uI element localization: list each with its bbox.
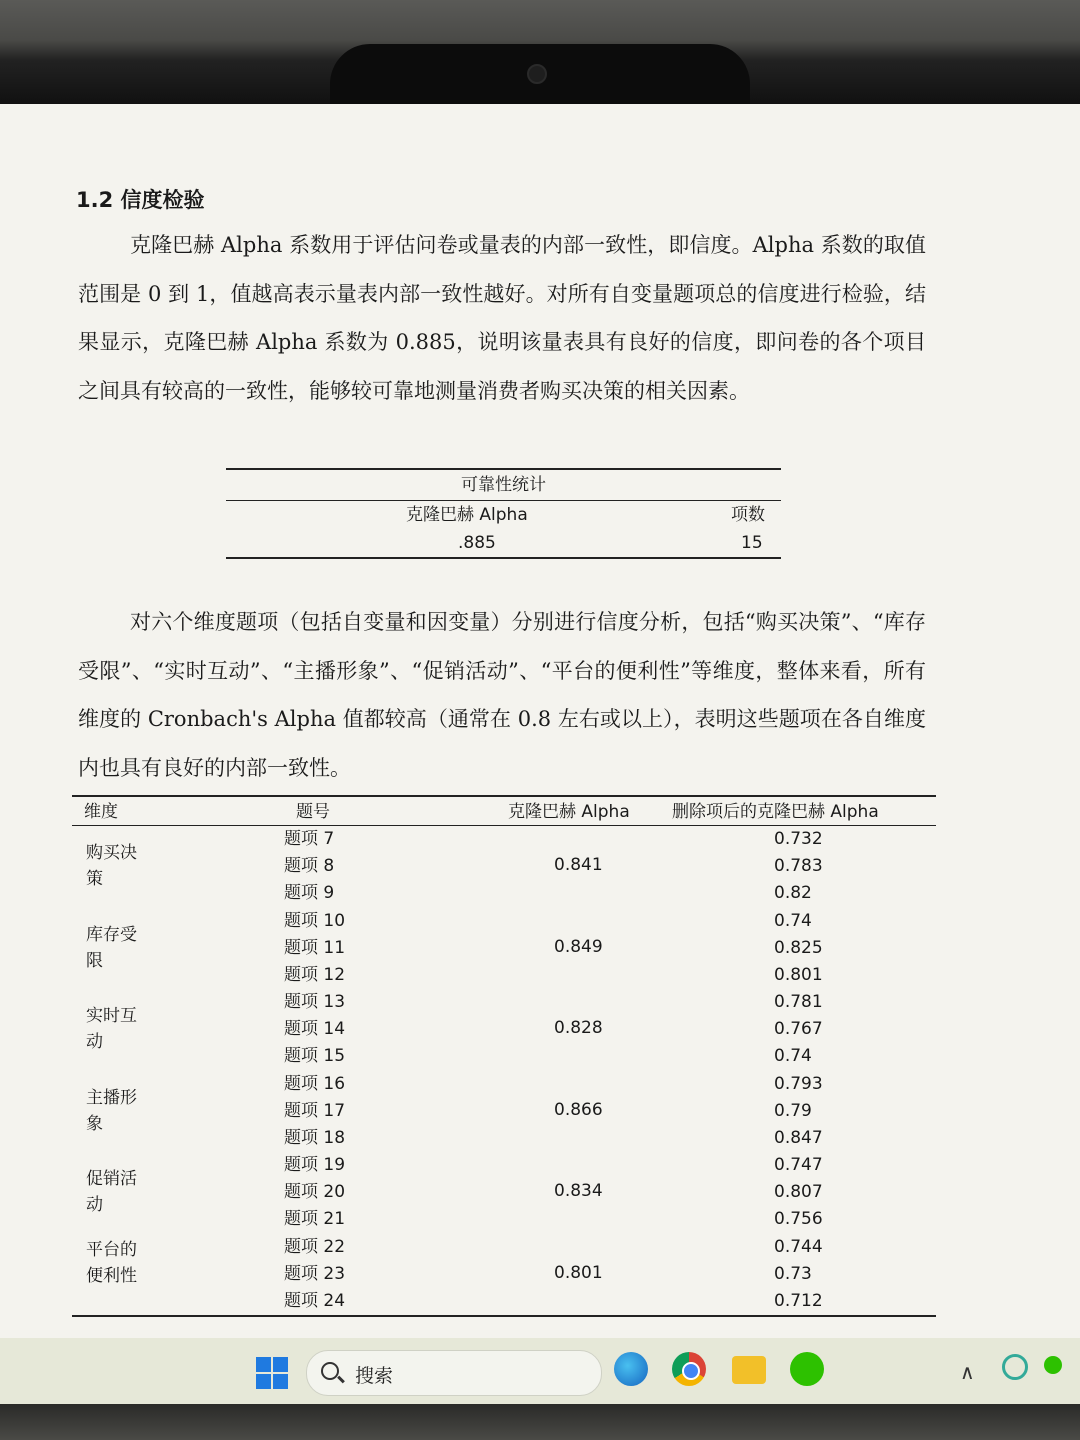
chevron-up-icon[interactable]: ∧: [960, 1360, 975, 1384]
header-alpha: 克隆巴赫 Alpha: [406, 505, 528, 525]
item-label: 题项 7: [284, 829, 335, 849]
laptop-bezel-top: [0, 0, 1080, 104]
group-alpha: 0.849: [554, 936, 603, 957]
item-label: 题项 19: [284, 1155, 346, 1175]
alpha-if-deleted: 0.825: [774, 937, 823, 958]
item-label: 题项 15: [284, 1046, 346, 1067]
dimension-reliability-table: [72, 795, 936, 1317]
laptop-bezel-bottom: [0, 1404, 1080, 1440]
item-label: 题项 16: [284, 1073, 346, 1094]
alpha-if-deleted: 0.73: [774, 1263, 812, 1284]
group-alpha: 0.866: [554, 1099, 603, 1120]
header-dimension: 维度: [84, 802, 118, 822]
alpha-if-deleted: 0.793: [774, 1073, 823, 1094]
dimension-label: 主播形象: [86, 1087, 137, 1134]
windows-start-icon[interactable]: [256, 1357, 288, 1389]
alpha-if-deleted: 0.744: [774, 1236, 823, 1257]
item-label: 题项 24: [284, 1290, 346, 1311]
alpha-if-deleted: 0.801: [774, 964, 823, 985]
edge-icon[interactable]: [614, 1352, 648, 1386]
table-row-group: [72, 1071, 936, 1153]
dimension-label: 平台的便利性: [86, 1239, 137, 1286]
chrome-icon[interactable]: [672, 1352, 706, 1386]
table-rule: [72, 1315, 936, 1317]
item-label: 题项 10: [284, 910, 346, 931]
alpha-if-deleted: 0.79: [774, 1100, 812, 1121]
header-alpha: 克隆巴赫 Alpha: [508, 802, 630, 822]
alpha-if-deleted: 0.732: [774, 829, 823, 849]
alpha-if-deleted: 0.783: [774, 856, 823, 877]
item-label: 题项 12: [284, 964, 346, 985]
sync-icon[interactable]: [1002, 1354, 1028, 1380]
table-row-group: [72, 1152, 936, 1234]
taskbar-search-box[interactable]: [306, 1350, 602, 1396]
item-label: 题项 17: [284, 1100, 346, 1121]
item-label: 题项 9: [284, 883, 335, 904]
dimension-label: 实时互动: [86, 1006, 137, 1052]
search-label: 搜索: [355, 1365, 394, 1387]
table-caption: 可靠性统计: [461, 475, 546, 495]
alpha-value: .885: [458, 533, 496, 553]
dimension-label: 购买决策: [86, 843, 137, 889]
file-explorer-icon[interactable]: [732, 1356, 766, 1384]
reliability-statistics-table: [226, 468, 781, 559]
table-row-group: [72, 989, 936, 1071]
item-label: 题项 20: [284, 1182, 346, 1203]
paragraph-reliability-intro: 克隆巴赫 Alpha 系数用于评估问卷或量表的内部一致性，即信度。Alpha 系数的取值范围是 0 到 1，值越高表示量表内部一致性越好。对所有自变量题项总的信度进行检验，结果显示，克隆巴赫 Alpha 系数为 0.885，说明该量表具有良好的信度，即问卷的各个项目之间具有较高的一致性，能够较可靠地测量消费者购买决策的相关因素。: [78, 233, 926, 403]
wechat-tray-icon[interactable]: [1044, 1356, 1062, 1374]
table-header-row: [72, 797, 936, 826]
item-label: 题项 13: [284, 992, 346, 1012]
alpha-if-deleted: 0.74: [774, 1046, 812, 1067]
table-row: [226, 529, 781, 557]
group-alpha: 0.801: [554, 1262, 603, 1283]
table-rule: [226, 557, 781, 559]
item-label: 题项 18: [284, 1127, 346, 1148]
table-row-group: [72, 908, 936, 990]
alpha-if-deleted: 0.781: [774, 992, 823, 1012]
dimension-label: 库存受限: [86, 924, 137, 971]
table-row-group: [72, 826, 936, 908]
wechat-icon[interactable]: [790, 1352, 824, 1386]
item-label: 题项 11: [284, 937, 346, 958]
item-label: 题项 22: [284, 1236, 346, 1257]
dimension-label: 促销活动: [86, 1169, 137, 1215]
table-row-group: [72, 1234, 936, 1316]
alpha-if-deleted: 0.756: [774, 1209, 823, 1230]
header-alpha-if-deleted: 删除项后的克隆巴赫 Alpha: [672, 802, 879, 822]
item-label: 题项 21: [284, 1209, 346, 1230]
document-view: [0, 104, 1080, 1338]
search-icon: [321, 1362, 339, 1380]
item-label: 题项 23: [284, 1263, 346, 1284]
paragraph-dimension-analysis: 对六个维度题项（包括自变量和因变量）分别进行信度分析，包括“购买决策”、“库存受限”、“实时互动”、“主播形象”、“促销活动”、“平台的便利性”等维度，整体来看，所有维度的 Cronbach's Alpha 值都较高（通常在 0.8 左右或以上），表明这些题项在各自维度内也具有良好的内部一致性。: [78, 610, 926, 780]
item-label: 题项 14: [284, 1019, 346, 1040]
alpha-if-deleted: 0.747: [774, 1155, 823, 1175]
group-alpha: 0.834: [554, 1181, 603, 1201]
group-alpha: 0.828: [554, 1018, 603, 1038]
header-item-number: 题号: [296, 802, 330, 822]
item-label: 题项 8: [284, 856, 335, 877]
webcam-icon: [527, 64, 547, 84]
group-alpha: 0.841: [554, 855, 603, 875]
alpha-if-deleted: 0.74: [774, 910, 812, 931]
table-header-row: [226, 501, 781, 529]
items-value: 15: [741, 533, 763, 553]
alpha-if-deleted: 0.807: [774, 1182, 823, 1203]
alpha-if-deleted: 0.712: [774, 1290, 823, 1311]
alpha-if-deleted: 0.767: [774, 1019, 823, 1040]
alpha-if-deleted: 0.82: [774, 883, 812, 904]
alpha-if-deleted: 0.847: [774, 1127, 823, 1148]
header-items: 项数: [731, 505, 765, 525]
windows-taskbar: [0, 1338, 1080, 1404]
section-heading: 1.2 信度检验: [76, 188, 205, 212]
